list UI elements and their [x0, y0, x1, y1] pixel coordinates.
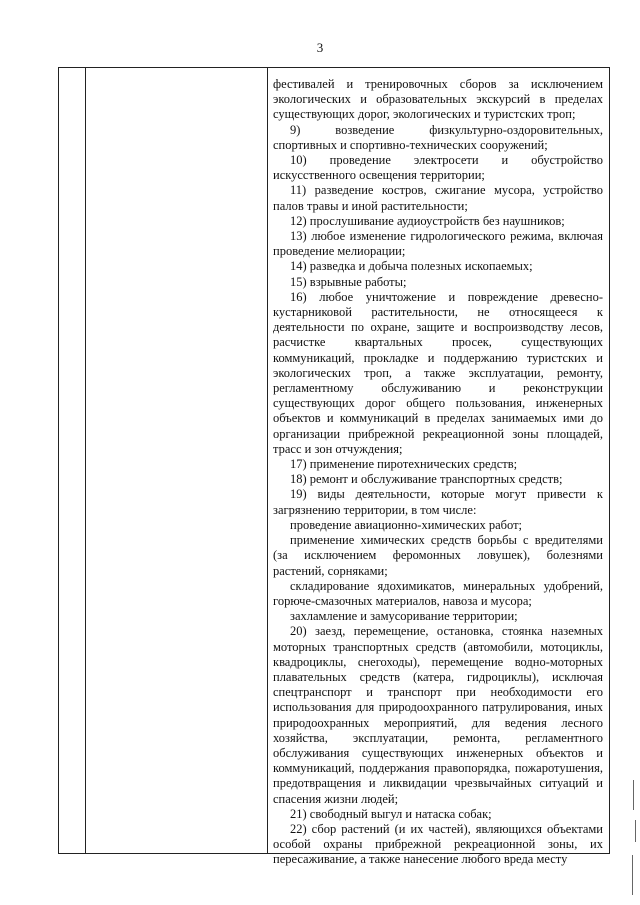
column-divider-2	[267, 68, 268, 853]
paragraph: 16) любое уничтожение и повреждение древесно-кустарниковой растительности, не относящееся к деятельности по охране, защите и воспроизводству лесов, расчистке квартальных просек, существующих коммуникаций, прокладке и поддержанию туристских и экологических троп, а также эксплуатации, ремонту, регламентному обслуживанию и реконструкции существующих дорог общего пользования, инженерных объектов и коммуникаций в пределах занимаемых ими до организации прибрежной рекреационной зоны площадей, трасс и зон отчуждения;	[273, 289, 603, 456]
paragraph: 15) взрывные работы;	[290, 274, 407, 289]
regulation-table	[58, 67, 610, 867]
table-text-cell	[273, 77, 603, 868]
paragraph: 18) ремонт и обслуживание транспортных средств;	[290, 472, 563, 487]
paragraph: 22) сбор растений (и их частей), являющихся объектами особой охраны прибрежной рекреационной зоны, их пересаживание, а также нанесение любого вреда месту	[273, 821, 603, 867]
paragraph: 21) свободный выгул и натаска собак;	[290, 806, 492, 821]
paragraph: 12) прослушивание аудиоустройств без наушников;	[290, 213, 565, 228]
scan-edge-marks	[630, 780, 640, 905]
paragraph: 17) применение пиротехнических средств;	[290, 457, 518, 472]
paragraph: 9) возведение физкультурно-оздоровительных, спортивных и спортивно-технических сооружений;	[273, 122, 603, 152]
page-number: 3	[316, 40, 324, 55]
paragraph: захламление и замусоривание территории;	[290, 609, 518, 624]
paragraph: 19) виды деятельности, которые могут привести к загрязнению территории, в том числе:	[273, 487, 603, 517]
paragraph: применение химических средств борьбы с вредителями (за исключением феромонных ловушек), болезнями растений, сорняками;	[273, 533, 603, 578]
paragraph: 20) заезд, перемещение, остановка, стоянка наземных моторных транспортных средств (автомобили, мотоциклы, квадроциклы, снегоходы), перемещение водно-моторных плавательных средств (катера, гидроциклы), исключая спецтранспорт и транспорт при необходимости его использования для природоохранного патрулирования, иных природоохранных мероприятий, для ведения лесного хозяйства, эксплуатации, ремонта, регламентного обслуживания существующих инженерных объектов и коммуникаций, поддержания правопорядка, пожаротушения, предотвращения и ликвидации чрезвычайных ситуаций и спасения жизни людей;	[273, 624, 603, 806]
paragraph: 14) разведка и добыча полезных ископаемых;	[290, 259, 533, 274]
column-divider-1	[85, 68, 86, 853]
paragraph: проведение авиационно-химических работ;	[290, 517, 523, 532]
paragraph: складирование ядохимикатов, минеральных удобрений, горюче-смазочных материалов, навоза и мусора;	[273, 578, 603, 608]
paragraph: 11) разведение костров, сжигание мусора, устройство палов травы и иной растительности;	[273, 183, 603, 213]
paragraph: 13) любое изменение гидрологического режима, включая проведение мелиорации;	[273, 229, 603, 259]
paragraph: фестивалей и тренировочных сборов за исключением экологических и образовательных экскурсий в пределах существующих дорог, экологических и туристских троп;	[273, 77, 603, 122]
paragraph: 10) проведение электросети и обустройство искусственного освещения территории;	[273, 153, 603, 183]
